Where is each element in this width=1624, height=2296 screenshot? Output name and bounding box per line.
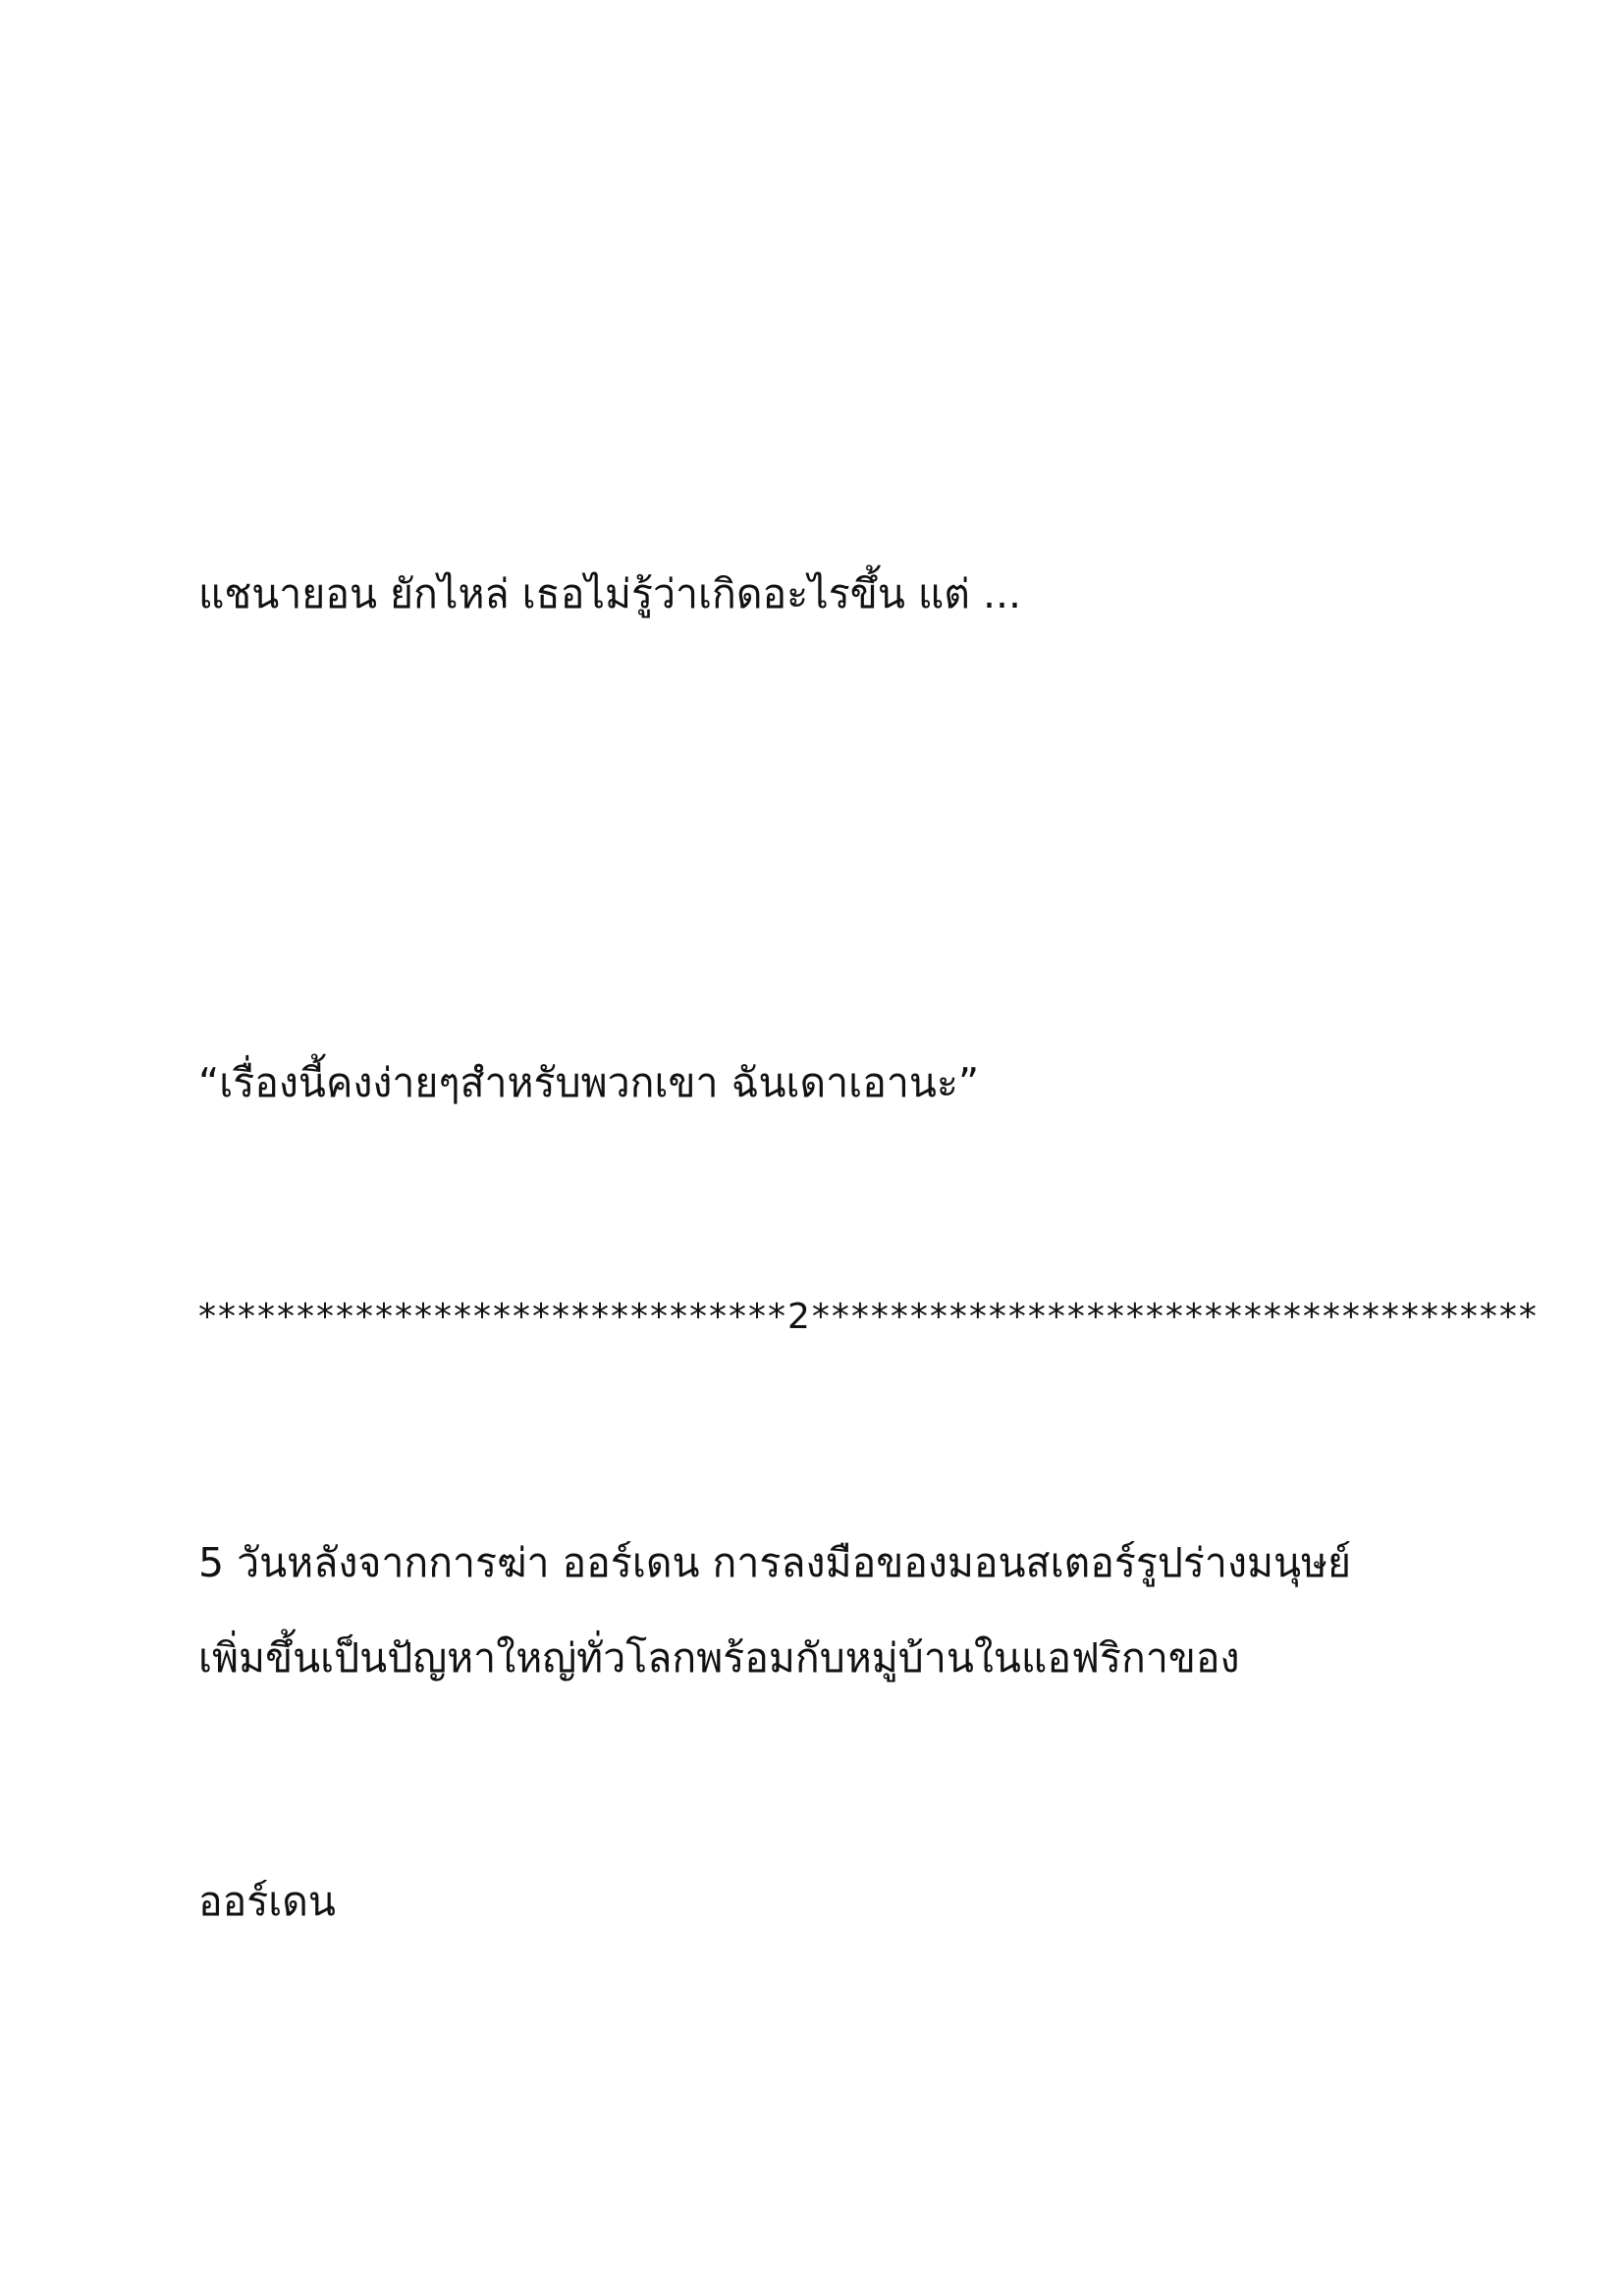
section-separator: ******************************2************************************* [198, 1297, 1539, 1337]
narrative-paragraph: ออร์เดน [198, 1878, 336, 1925]
narrative-paragraph: 5 วันหลังจากการฆ่า ออร์เดน การลงมือของมอนสเตอร์รูปร่างมนุษย์ [198, 1539, 1352, 1586]
dialogue-paragraph: “เรื่องนี้คงง่ายๆสำหรับพวกเขา ฉันเดาเอานะ” [198, 1059, 980, 1106]
narrative-paragraph: เพิ่มขึ้นเป็นปัญหาใหญ่ทั่วโลกพร้อมกับหมู่บ้านในแอฟริกาของ [198, 1634, 1240, 1682]
narrative-paragraph: แชนายอน ยักไหล่ เธอไม่รู้ว่าเกิดอะไรขึ้น แต่ ... [198, 570, 1022, 617]
